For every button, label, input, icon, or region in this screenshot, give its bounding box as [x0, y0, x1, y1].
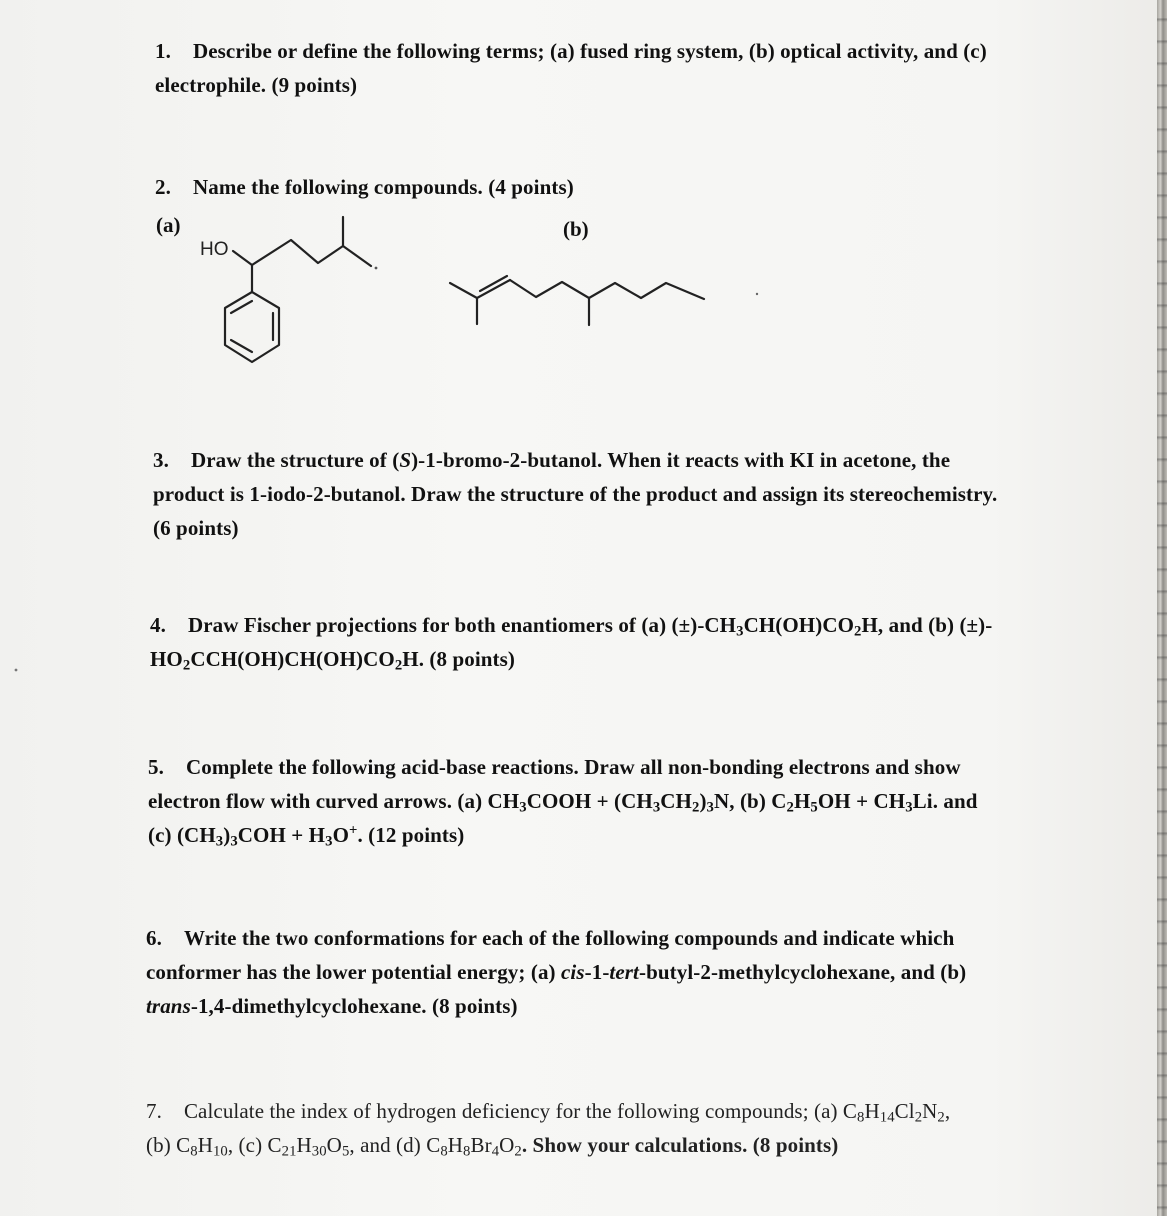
- question-4-line-1: 4. Draw Fischer projections for both enantiomers of (a) $(\pm)-CH_3CH(OH)CO_2H$, and (b) (±)-: [150, 608, 1010, 642]
- question-6-number: 6.: [146, 926, 162, 950]
- question-1-text: Describe or define the following terms; (a) fused ring system, (b) optical activity, and (c): [192, 39, 987, 63]
- question-6: [146, 921, 1008, 1023]
- question-5-number: 5.: [148, 755, 164, 779]
- question-5-line-2: electron flow with curved arrows. (a) $CH_3COOH + (CH_3CH_2)_3N$, (b) $C_2H_5OH + CH_3Li$. and: [148, 789, 978, 816]
- question-7-line-1: 7. Calculate the index of hydrogen deficiency for the following compounds; (a) $C_8H_{14}Cl_2N_2$,: [146, 1094, 1026, 1128]
- compound-a-structure: [200, 217, 371, 362]
- question-7-number: 7.: [146, 1099, 162, 1123]
- stray-dot: [756, 293, 758, 295]
- question-3-number: 3.: [153, 448, 169, 472]
- question-4-number: 4.: [150, 613, 166, 637]
- question-3-line-2: product is 1-iodo-2-butanol. Draw the structure of the product and assign its stereochemistry.: [153, 482, 998, 506]
- question-4: [150, 608, 1010, 676]
- question-2-number: 2.: [155, 175, 171, 199]
- question-3: [153, 443, 1003, 545]
- compound-a-label: (a): [156, 213, 181, 237]
- question-2-text: Name the following compounds. (4 points): [192, 175, 574, 199]
- question-6-line-1: 6. Write the two conformations for each of the following compounds and indicate which: [146, 921, 1008, 955]
- question-1-line-2: electrophile. (9 points): [155, 73, 358, 97]
- question-6-line-3: trans-1,4-dimethylcyclohexane. (8 points): [146, 994, 518, 1018]
- stray-dot: [375, 267, 378, 270]
- question-7: [146, 1094, 1026, 1162]
- stray-dot: [15, 669, 18, 672]
- question-6-line-2: conformer has the lower potential energy; (a) cis-1-tert-butyl-2-methylcyclohexane, and (b): [146, 960, 967, 984]
- question-7-line-2: (b) $C_8H_{10}$, (c) $C_{21}H_{30}O_5$, and (d) $C_8H_8Br_4O_2$. Show your calculations. (8 points): [146, 1133, 839, 1160]
- question-5-line-3: (c) $(CH_3)_3COH + H_3O^+$. (12 points): [148, 822, 465, 850]
- question-3-line-1: 3. Draw the structure of (S)-1-bromo-2-butanol. When it reacts with KI in acetone, the: [153, 443, 1003, 477]
- question-5-line-1: 5. Complete the following acid-base reactions. Draw all non-bonding electrons and show: [148, 750, 1008, 784]
- question-1-number: 1.: [155, 39, 171, 63]
- compound-b-label: (b): [563, 217, 589, 241]
- question-5: [148, 750, 1008, 852]
- question-3-line-3: (6 points): [153, 516, 239, 540]
- compound-b-structure: [450, 276, 704, 325]
- hydroxyl-label: HO: [200, 239, 229, 260]
- question-4-line-2: $HO_2CCH(OH)CH(OH)CO_2H$. (8 points): [150, 647, 515, 674]
